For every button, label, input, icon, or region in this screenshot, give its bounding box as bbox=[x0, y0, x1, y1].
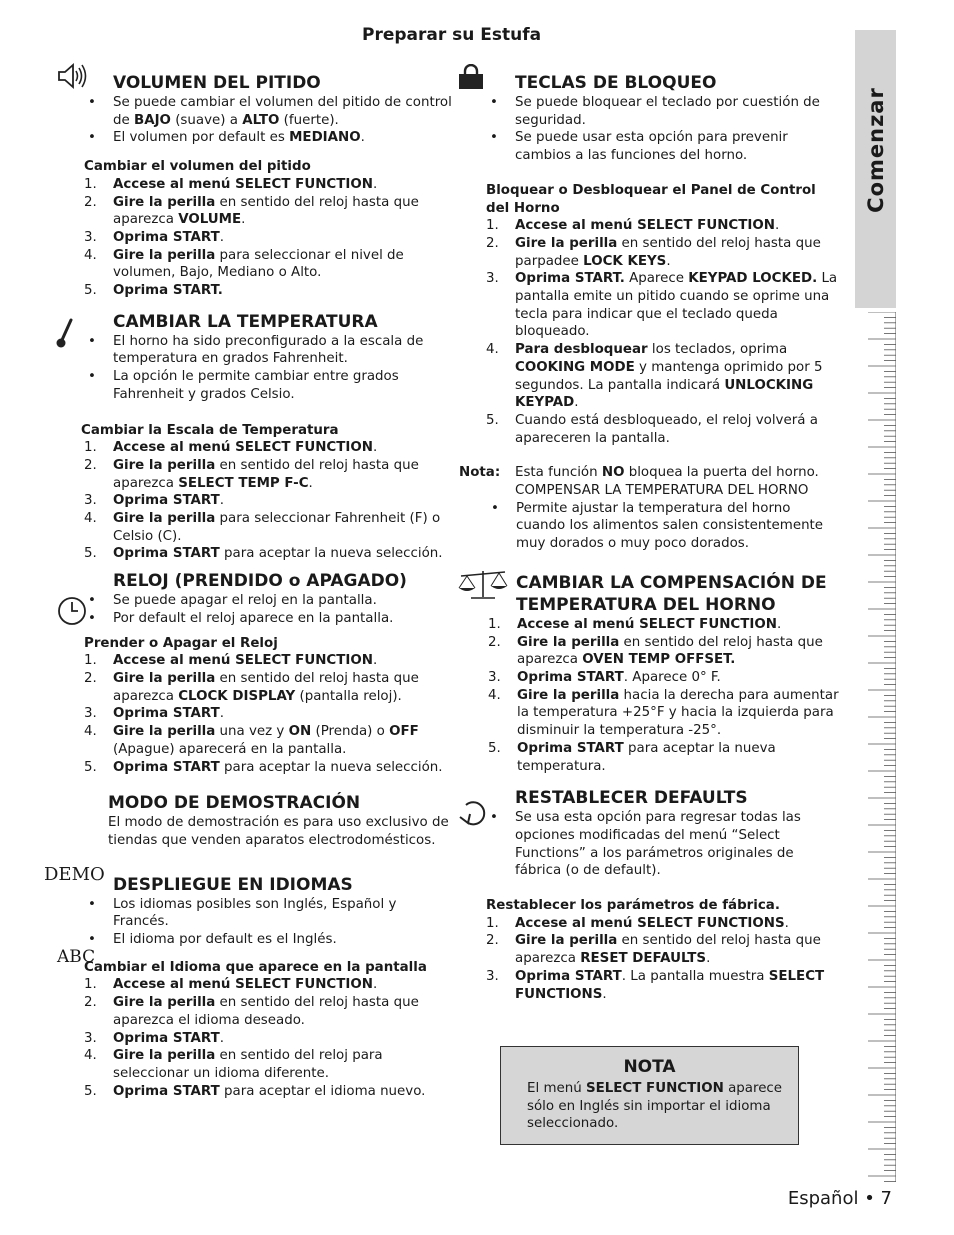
step-item: 2. Gire la perilla en sentido del reloj hasta que aparezca SELECT TEMP F-C. bbox=[84, 457, 419, 491]
section-title: DESPLIEGUE EN IDIOMAS bbox=[113, 874, 353, 895]
nota-box-title: NOTA bbox=[623, 1057, 676, 1077]
nota-line2: COMPENSAR LA TEMPERATURA DEL HORNO bbox=[515, 483, 809, 499]
step-item: 3. Oprima START. bbox=[84, 1030, 225, 1046]
subheading: Cambiar el Idioma que aparece en la pantalla bbox=[84, 959, 427, 975]
step-item: 2. Gire la perilla en sentido del reloj hasta que parpadee LOCK KEYS. bbox=[486, 235, 821, 269]
step-number: 4. bbox=[84, 511, 97, 527]
step-number: 3. bbox=[84, 229, 97, 245]
step-number: 5. bbox=[84, 759, 97, 775]
step-number: 5. bbox=[488, 740, 501, 756]
step-number: 3. bbox=[84, 1030, 97, 1046]
bullet-item: • El volumen por default es MEDIANO. bbox=[84, 129, 454, 147]
step-item: 4. Gire la perilla en sentido del reloj para seleccionar un idioma diferente. bbox=[84, 1048, 383, 1081]
step-number: 2. bbox=[486, 933, 499, 949]
steps-list bbox=[488, 616, 842, 775]
step-item: 5. Oprima START para aceptar la nueva selección. bbox=[84, 759, 443, 775]
step-item: 4. Gire la perilla para seleccionar Fahrenheit (F) o Celsio (C). bbox=[84, 511, 441, 544]
step-number: 5. bbox=[486, 412, 499, 428]
page-title: Preparar su Estufa bbox=[362, 25, 542, 45]
step-item: 2. Gire la perilla en sentido del reloj hasta que aparezca OVEN TEMP OFFSET. bbox=[488, 634, 823, 668]
demo-text: El modo de demostración es para uso exclusivo de tiendas que venden aparatos electrodomésticos. bbox=[108, 815, 449, 848]
step-item: 5. Oprima START para aceptar la nueva selección. bbox=[84, 546, 443, 562]
bullet-item: • Por default el reloj aparece en la pantalla. bbox=[84, 610, 454, 628]
step-item: 4. Gire la perilla para seleccionar el nivel de volumen, Bajo, Mediano o Alto. bbox=[84, 247, 404, 281]
step-number: 1. bbox=[486, 915, 499, 931]
section-volumen bbox=[84, 72, 454, 94]
step-item: 2. Gire la perilla en sentido del reloj hasta que aparezca CLOCK DISPLAY (pantalla reloj). bbox=[84, 670, 419, 704]
step-item: 4. Para desbloquear los teclados, oprima COOKING MODE y mantenga oprimido por 5 segundos. La pantalla indicará UNLOCKING KEYPAD. bbox=[486, 342, 823, 411]
step-number: 1. bbox=[488, 616, 501, 632]
step-number: 1. bbox=[84, 176, 97, 192]
step-item: 2. Gire la perilla en sentido del reloj hasta que aparezca VOLUME. bbox=[84, 194, 419, 228]
left-column bbox=[81, 70, 454, 1100]
step-item: 1. Accese al menú SELECT FUNCTION. bbox=[84, 176, 378, 192]
nota-row bbox=[459, 464, 842, 499]
step-item: 3. Oprima START. Aparece KEYPAD LOCKED. La pantalla emite un pitido cuando se oprime una tecla para indicar que el teclado queda bloqueado. bbox=[486, 271, 838, 340]
steps-list bbox=[84, 439, 454, 563]
bullet-list bbox=[84, 592, 454, 627]
bullet-item: • Permite ajustar la temperatura del horno cuando los alimentos salen consistentemente muy dorados o muy poco dorados. bbox=[487, 500, 842, 553]
bullet-item: • Se puede usar esta opción para prevenir cambios a las funciones del horno. bbox=[486, 129, 842, 164]
step-number: 4. bbox=[84, 1048, 97, 1064]
step-number: 4. bbox=[488, 687, 501, 703]
step-number: 2. bbox=[486, 235, 499, 251]
step-item: 3. Oprima START. bbox=[84, 706, 225, 722]
right-column bbox=[459, 70, 842, 1003]
step-item: 5. Oprima START para aceptar la nueva temperatura. bbox=[488, 740, 776, 774]
steps-list bbox=[486, 915, 842, 1004]
side-tab-label: Comenzar bbox=[863, 87, 888, 213]
step-item: 1. Accese al menú SELECT FUNCTION. bbox=[84, 440, 378, 456]
clock-icon bbox=[57, 596, 87, 626]
step-item: 2. Gire la perilla en sentido del reloj hasta que aparezca el idioma deseado. bbox=[84, 995, 419, 1028]
step-item: 5. Oprima START para aceptar el idioma nuevo. bbox=[84, 1083, 426, 1099]
step-number: 5. bbox=[84, 1083, 97, 1099]
bullet-list bbox=[84, 896, 454, 949]
section-title: VOLUMEN DEL PITIDO bbox=[113, 73, 321, 93]
step-item: 4. Gire la perilla una vez y ON (Prenda) o OFF (Apague) aparecerá en la pantalla. bbox=[84, 724, 419, 757]
page-number: Español • 7 bbox=[787, 1188, 892, 1209]
step-number: 2. bbox=[84, 670, 97, 686]
nota-box-text: El menú SELECT FUNCTION aparece sólo en Inglés sin importar el idioma seleccionado. bbox=[527, 1081, 783, 1132]
thermometer-icon bbox=[55, 318, 77, 350]
section-title: CAMBIAR LA TEMPERATURA bbox=[113, 311, 378, 332]
nota-text: Esta función NO bloquea la puerta del horno. bbox=[515, 465, 819, 481]
ruler-decoration bbox=[862, 312, 896, 1182]
step-item: 5. Oprima START. bbox=[84, 283, 223, 299]
section-title: RESTABLECER DEFAULTS bbox=[515, 788, 748, 809]
step-item: 4. Gire la perilla hacia la derecha para aumentar la temperatura +25°F y hacia la izquierda para disminuir la temperatura -25°. bbox=[488, 687, 839, 739]
step-number: 5. bbox=[84, 546, 97, 562]
bullet-item: • Los idiomas posibles son Inglés, Español y Francés. bbox=[84, 896, 454, 931]
step-number: 2. bbox=[488, 634, 501, 650]
steps-list bbox=[84, 176, 454, 300]
bullet-list bbox=[487, 500, 842, 553]
bullet-item: • La opción le permite cambiar entre grados Fahrenheit y grados Celsio. bbox=[84, 368, 454, 403]
bullet-list bbox=[486, 809, 816, 880]
step-number: 4. bbox=[84, 724, 97, 740]
step-item: 1. Accese al menú SELECT FUNCTION. bbox=[486, 218, 780, 234]
step-item: 1. Accese al menú SELECT FUNCTIONS. bbox=[486, 915, 789, 931]
section-title: CAMBIAR LA COMPENSACIÓN DE TEMPERATURA DEL HORNO bbox=[516, 572, 827, 615]
steps-list bbox=[84, 976, 454, 1100]
nota-label: Nota: bbox=[459, 465, 501, 481]
nota-box bbox=[500, 1046, 799, 1145]
step-number: 2. bbox=[84, 194, 97, 210]
bullet-item: • Se puede apagar el reloj en la pantalla. bbox=[84, 592, 454, 610]
subheading: Cambiar el volumen del pitido bbox=[84, 159, 311, 175]
abc-icon: ABC bbox=[57, 947, 96, 967]
bullet-item: • Se puede bloquear el teclado por cuestión de seguridad. bbox=[486, 94, 842, 129]
lock-icon bbox=[458, 64, 484, 90]
step-number: 3. bbox=[486, 968, 499, 984]
step-item: 1. Accese al menú SELECT FUNCTION. bbox=[488, 616, 782, 632]
subheading: Cambiar la Escala de Temperatura bbox=[81, 422, 339, 438]
step-number: 1. bbox=[84, 977, 97, 993]
step-item: 1. Accese al menú SELECT FUNCTION. bbox=[84, 977, 378, 993]
step-item: 3. Oprima START. La pantalla muestra SELECT FUNCTIONS. bbox=[486, 968, 825, 1002]
bullet-list bbox=[84, 94, 454, 147]
steps-list bbox=[486, 217, 842, 447]
step-item: 2. Gire la perilla en sentido del reloj hasta que aparezca RESET DEFAULTS. bbox=[486, 933, 821, 967]
step-number: 4. bbox=[486, 342, 499, 358]
step-number: 1. bbox=[84, 440, 97, 456]
step-item: 3. Oprima START. bbox=[84, 229, 225, 245]
step-item: 3. Oprima START. Aparece 0° F. bbox=[488, 669, 721, 685]
subheading: Bloquear o Desbloquear el Panel de Control del Horno bbox=[486, 182, 816, 216]
step-number: 1. bbox=[486, 218, 499, 234]
step-number: 3. bbox=[486, 271, 499, 287]
step-number: 5. bbox=[84, 283, 97, 299]
subheading: Restablecer los parámetros de fábrica. bbox=[486, 898, 780, 914]
bullet-item: • El horno ha sido preconfigurado a la escala de temperatura en grados Fahrenheit. bbox=[84, 333, 454, 368]
section-title: RELOJ (PRENDIDO o APAGADO) bbox=[113, 571, 407, 592]
step-number: 1. bbox=[84, 653, 97, 669]
bullet-item: • El idioma por default es el Inglés. bbox=[84, 931, 454, 949]
bullet-item: • Se usa esta opción para regresar todas las opciones modificadas del menú “Select Functions” a los parámetros originales de fábrica (o de default). bbox=[486, 809, 816, 880]
section-title: MODO DE DEMOSTRACIÓN bbox=[108, 793, 361, 814]
step-number: 3. bbox=[488, 669, 501, 685]
side-tab bbox=[855, 30, 896, 308]
subheading: Prender o Apagar el Reloj bbox=[84, 635, 278, 651]
step-number: 3. bbox=[84, 493, 97, 509]
step-item: 5. Cuando está desbloqueado, el reloj volverá a apareceren la pantalla. bbox=[486, 412, 818, 446]
bullet-list bbox=[84, 333, 454, 404]
step-item: 3. Oprima START. bbox=[84, 493, 225, 509]
bullet-item: • Se puede cambiar el volumen del pitido de control de BAJO (suave) a ALTO (fuerte). bbox=[84, 94, 454, 129]
steps-list bbox=[84, 652, 454, 776]
step-number: 3. bbox=[84, 706, 97, 722]
step-number: 2. bbox=[84, 995, 97, 1011]
demo-icon: DEMO bbox=[44, 864, 105, 885]
step-number: 4. bbox=[84, 247, 97, 263]
bullet-list bbox=[486, 94, 842, 165]
step-item: 1. Accese al menú SELECT FUNCTION. bbox=[84, 653, 378, 669]
section-title: TECLAS DE BLOQUEO bbox=[515, 73, 717, 93]
step-number: 2. bbox=[84, 457, 97, 473]
